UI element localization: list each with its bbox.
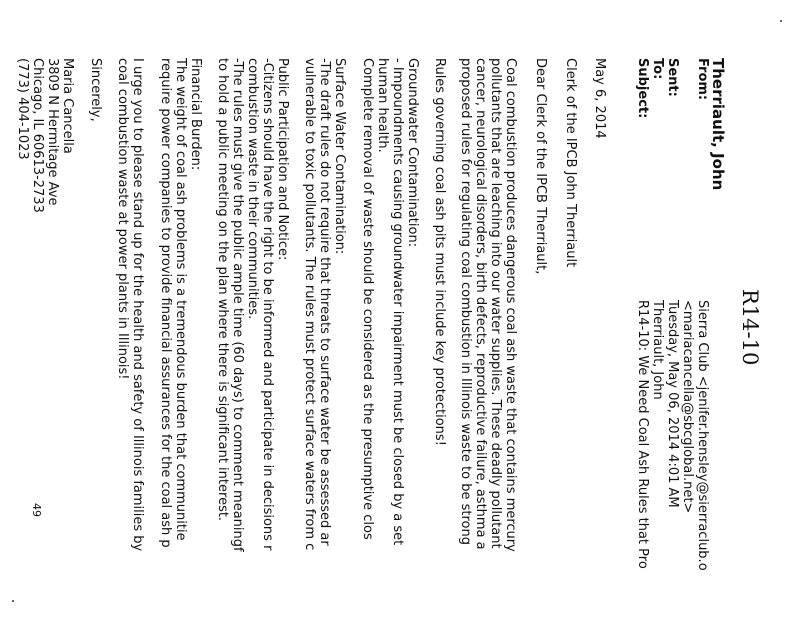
closing-line-2: coal combustion waste at power plants in Illinois!: [115, 58, 130, 380]
participation-line-1: -Citizens should have the right to be informed and participate in decisions r: [260, 58, 275, 551]
groundwater-line-1: - Impoundments causing groundwater impairment must be closed by a set: [390, 58, 405, 546]
to-label: To:: [650, 58, 665, 80]
closing-line-1: I urge you to please stand up for the health and safety of Illinois families by: [130, 58, 145, 552]
surface-water-line-1: -The draft rules do not require that threats to surface water be assessed ar: [317, 58, 332, 546]
surface-water-heading: Surface Water Contamination:: [332, 58, 347, 255]
intro-line-4: proposed rules for regulating coal combustion in Illinois waste to be strong: [458, 58, 473, 545]
from-value: Sierra Club <jenifer.hensley@sierraclub.o: [695, 300, 710, 571]
to-value: Therriault, John: [650, 300, 665, 400]
signature-name: Maria Cancella: [60, 58, 75, 154]
signature-street: 3809 N Hermitage Ave: [45, 58, 60, 206]
participation-line-4: to hold a public meeting on the plan where there is significant interest.: [215, 58, 230, 522]
surface-water-line-2: vulnerable to toxic pollutants. The rules must protect surface waters from c: [302, 58, 317, 551]
groundwater-line-3: Complete removal of waste should be considered as the presumptive clos: [360, 58, 375, 540]
subject-label: Subject:: [635, 58, 650, 119]
groundwater-line-2: human health.: [375, 58, 390, 153]
scan-speck: [780, 20, 782, 22]
from-label: From:: [695, 58, 710, 101]
page-number: 49: [30, 503, 43, 517]
docket-number: R14-10: [738, 289, 762, 366]
sent-value: Tuesday, May 06, 2014 4:01 AM: [665, 300, 680, 508]
subject-value: R14-10: We Need Coal Ash Rules that Pro: [635, 300, 650, 569]
intro-line-3: cancer, neurological disorders, birth defects, reproductive failure, asthma a: [473, 58, 488, 550]
sender-name-heading: Therriault, John: [709, 58, 727, 191]
participation-line-3: -The rules must give the public ample time (60 days) to comment meaningf: [230, 58, 245, 552]
recipient-line: Clerk of the IPCB John Therriault: [563, 58, 578, 268]
financial-line-1: The weight of coal ash problems is a tremendous burden that communitie: [173, 58, 188, 541]
groundwater-heading: Groundwater Contamination:: [405, 58, 420, 248]
scan-speck: [12, 600, 14, 602]
financial-heading: Financial Burden:: [188, 58, 203, 171]
from-email: <mariacancella@sbcglobal.net>: [680, 300, 695, 514]
sign-off: Sincerely,: [88, 58, 103, 122]
signature-phone: (773) 404-1023: [15, 58, 30, 160]
participation-line-2: combustion waste in their communities.: [245, 58, 260, 320]
participation-heading: Public Participation and Notice:: [275, 58, 290, 261]
key-protections-line: Rules governing coal ash pits must include key protections!: [432, 58, 447, 446]
intro-line-2: pollutants that are leaching into our water supplies. These deadly pollutant: [488, 58, 503, 549]
signature-city: Chicago, IL 60613-2733: [30, 58, 45, 213]
sent-label: Sent:: [665, 58, 680, 97]
financial-line-2: require power companies to provide financial assurances for the coal ash p: [158, 58, 173, 548]
intro-line-1: Coal combustion produces dangerous coal ash waste that contains mercury: [503, 58, 518, 552]
letter-date: May 6, 2014: [592, 58, 607, 139]
salutation: Dear Clerk of the IPCB Therriault,: [533, 58, 548, 275]
